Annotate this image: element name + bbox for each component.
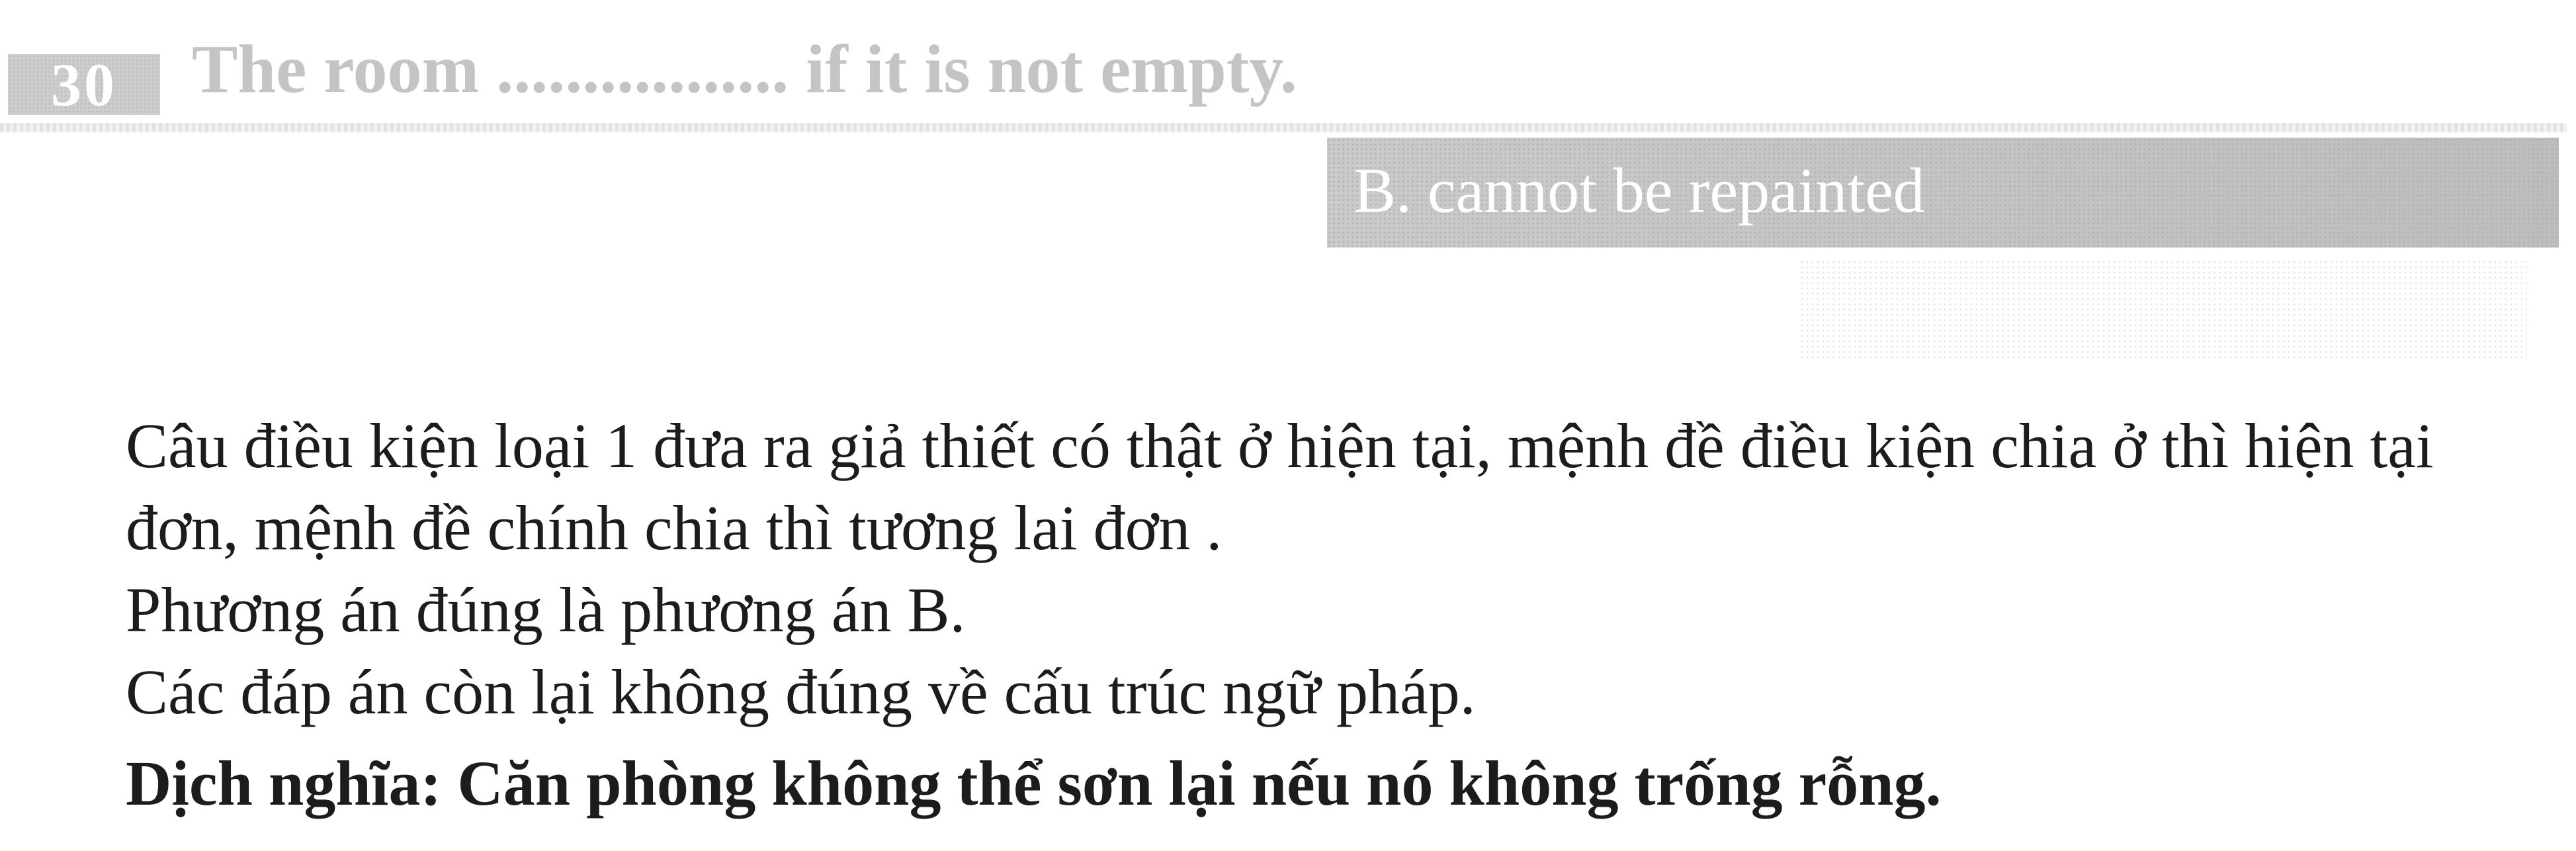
explanation-line: đơn, mệnh đề chính chia thì tương lai đơn . xyxy=(126,492,1223,563)
faded-scan-artifact xyxy=(1799,259,2527,359)
explanation-line: Phương án đúng là phương án B. xyxy=(126,574,966,645)
question-number-badge xyxy=(8,51,160,118)
answer-label: B. cannot be repainted xyxy=(1353,155,1925,226)
translation-line: Dịch nghĩa: Căn phòng không thể sơn lại nếu nó không trống rỗng. xyxy=(126,748,1942,819)
question-divider xyxy=(0,123,2567,132)
explanation-block xyxy=(126,405,2560,825)
explanation-line: Câu điều kiện loại 1 đưa ra giả thiết có thật ở hiện tại, mệnh đề điều kiện chia ở thì hiện tại xyxy=(126,410,2434,481)
question-text: The room ................. if it is not empty. xyxy=(192,31,1297,107)
explanation-line: Các đáp án còn lại không đúng về cấu trúc ngữ pháp. xyxy=(126,656,1476,727)
answer-bar xyxy=(1327,138,2559,247)
question-number: 30 xyxy=(51,51,117,118)
